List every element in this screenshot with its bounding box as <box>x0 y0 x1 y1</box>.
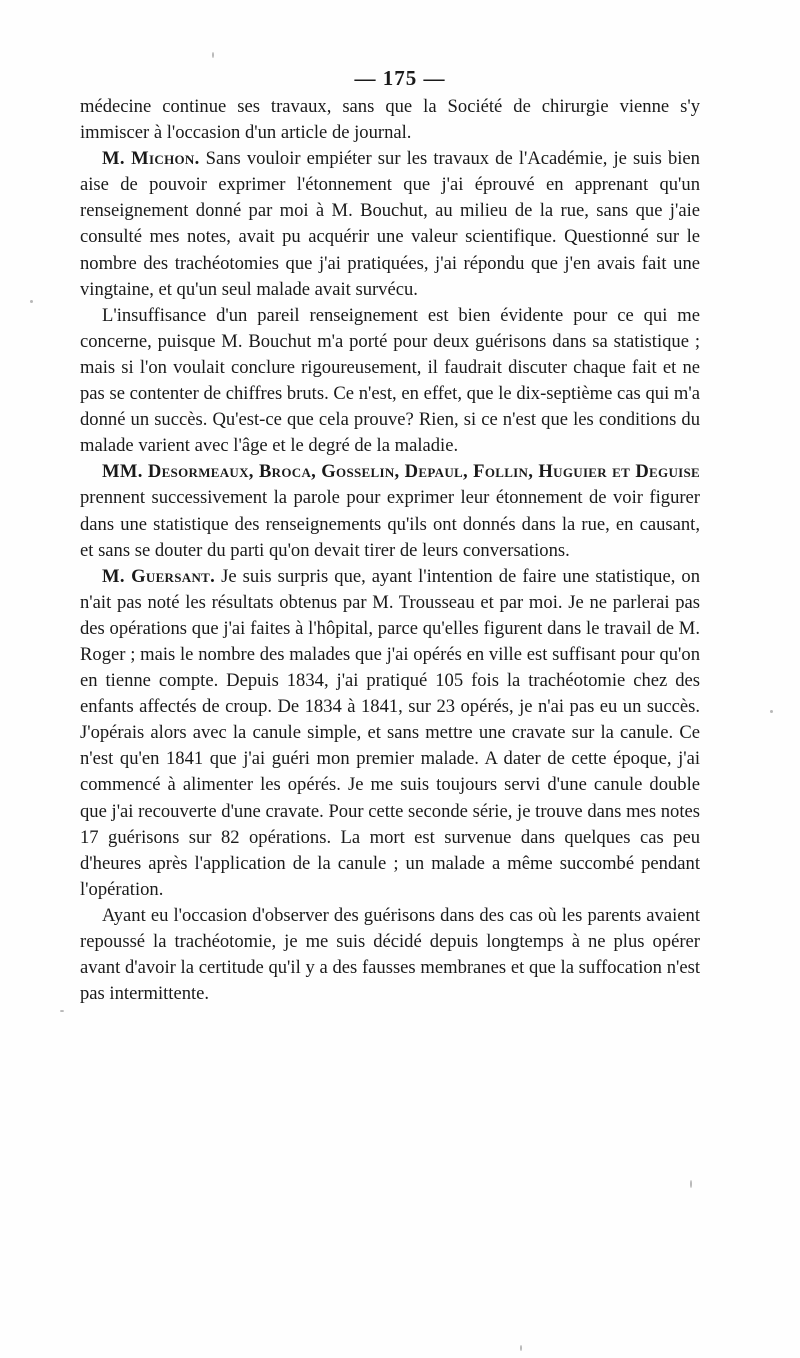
paragraph-michon <box>80 146 700 303</box>
scan-speck <box>60 1010 64 1012</box>
page-number: — 175 — <box>354 66 446 90</box>
paragraph-text: Ayant eu l'occasion d'observer des guérisons dans des cas où les parents avaient repoussé la trachéotomie, je me suis décidé depuis longtemps à ne plus opérer avant d'avoir la certitude qu'il y a des fausses membranes et que la suffocation n'est pas intermittente. <box>80 904 700 1005</box>
paragraph-text: L'insuffisance d'un pareil renseignement est bien évidente pour ce qui me concerne, puisque M. Bouchut m'a porté pour deux guérisons dans sa statistique ; mais si l'on voulait conclure rigoureusement, il faudrait discuter chaque fait et ne pas se contenter de chiffres bruts. Ce n'est, en effet, que le dix-septième cas qui m'a donné un succès. Qu'est-ce que cela prouve? Rien, si ce n'est que les conditions du malade varient avec l'âge et le degré de la maladie. <box>80 304 700 457</box>
paragraph-text: Je suis surpris que, ayant l'intention de faire une statistique, on n'ait pas noté les résultats obtenus par M. Trousseau et par moi. Je ne parlerai pas des opérations que j'ai faites à l'hôpital, parce qu'elles figurent dans le travail de M. Roger ; mais le nombre des malades que j'ai opérés en ville est suffisant pour qu'on en tienne compte. Depuis 1834, j'ai pratiqué 105 fois la trachéotomie chez des enfants affectés de croup. De 1834 à 1841, sur 23 opérés, je n'ai pas eu un succès. J'opérais alors avec la canule simple, et sans mettre une cravate sur la canule. Ce n'est qu'en 1841 que j'ai guéri mon premier malade. A dater de cette époque, j'ai commencé à alimenter les opérés. Je me suis toujours servi d'une canule double que j'ai recouverte d'une cravate. Pour cette seconde série, je trouve dans mes notes 17 guérisons sur 82 opérations. La mort est survenue dans quelques cas peu d'heures après l'application de la canule ; un malade a même succombé pendant l'opération. <box>80 565 701 900</box>
speaker-name: M. Michon. <box>102 148 200 170</box>
paragraph-conclusion <box>80 903 700 1007</box>
paragraph-members <box>80 459 700 563</box>
paragraph-text: Sans vouloir empiéter sur les travaux de l'Académie, je suis bien aise de pouvoir exprimer l'étonnement que j'ai éprouvé en apprenant qu'un renseignement donné par moi à M. Bouchut, au milieu de la rue, sans que j'aie consulté mes notes, avait pu acquérir une valeur scientifique. Questionné sur le nombre des trachéotomies que j'ai pratiquées, j'ai répondu que j'en avais fait une vingtaine, et qu'un seul malade avait survécu. <box>80 148 700 300</box>
page-body-text <box>80 94 700 1007</box>
scan-speck <box>212 52 214 58</box>
paragraph-text: prennent successivement la parole pour exprimer leur étonnement de voir figurer dans une statistique des renseignements qu'ils ont donnés dans la rue, en causant, et sans se douter du parti qu'on devait tirer de leurs conversations. <box>80 487 700 561</box>
speaker-name: MM. Desormeaux, Broca, Gosselin, Depaul, Follin, Huguier et Deguise <box>102 461 700 483</box>
paragraph-text: médecine continue ses travaux, sans que la Société de chirurgie vienne s'y immiscer à l'occasion d'un article de journal. <box>80 96 700 144</box>
scan-speck <box>520 1345 522 1351</box>
paragraph-guersant <box>80 564 700 903</box>
scan-speck <box>30 300 33 303</box>
paragraph-insuffisance <box>80 303 700 460</box>
paragraph-continuation <box>80 94 700 146</box>
speaker-name: M. Guersant. <box>102 565 216 587</box>
scan-speck <box>690 1180 692 1188</box>
scan-speck <box>770 710 773 713</box>
